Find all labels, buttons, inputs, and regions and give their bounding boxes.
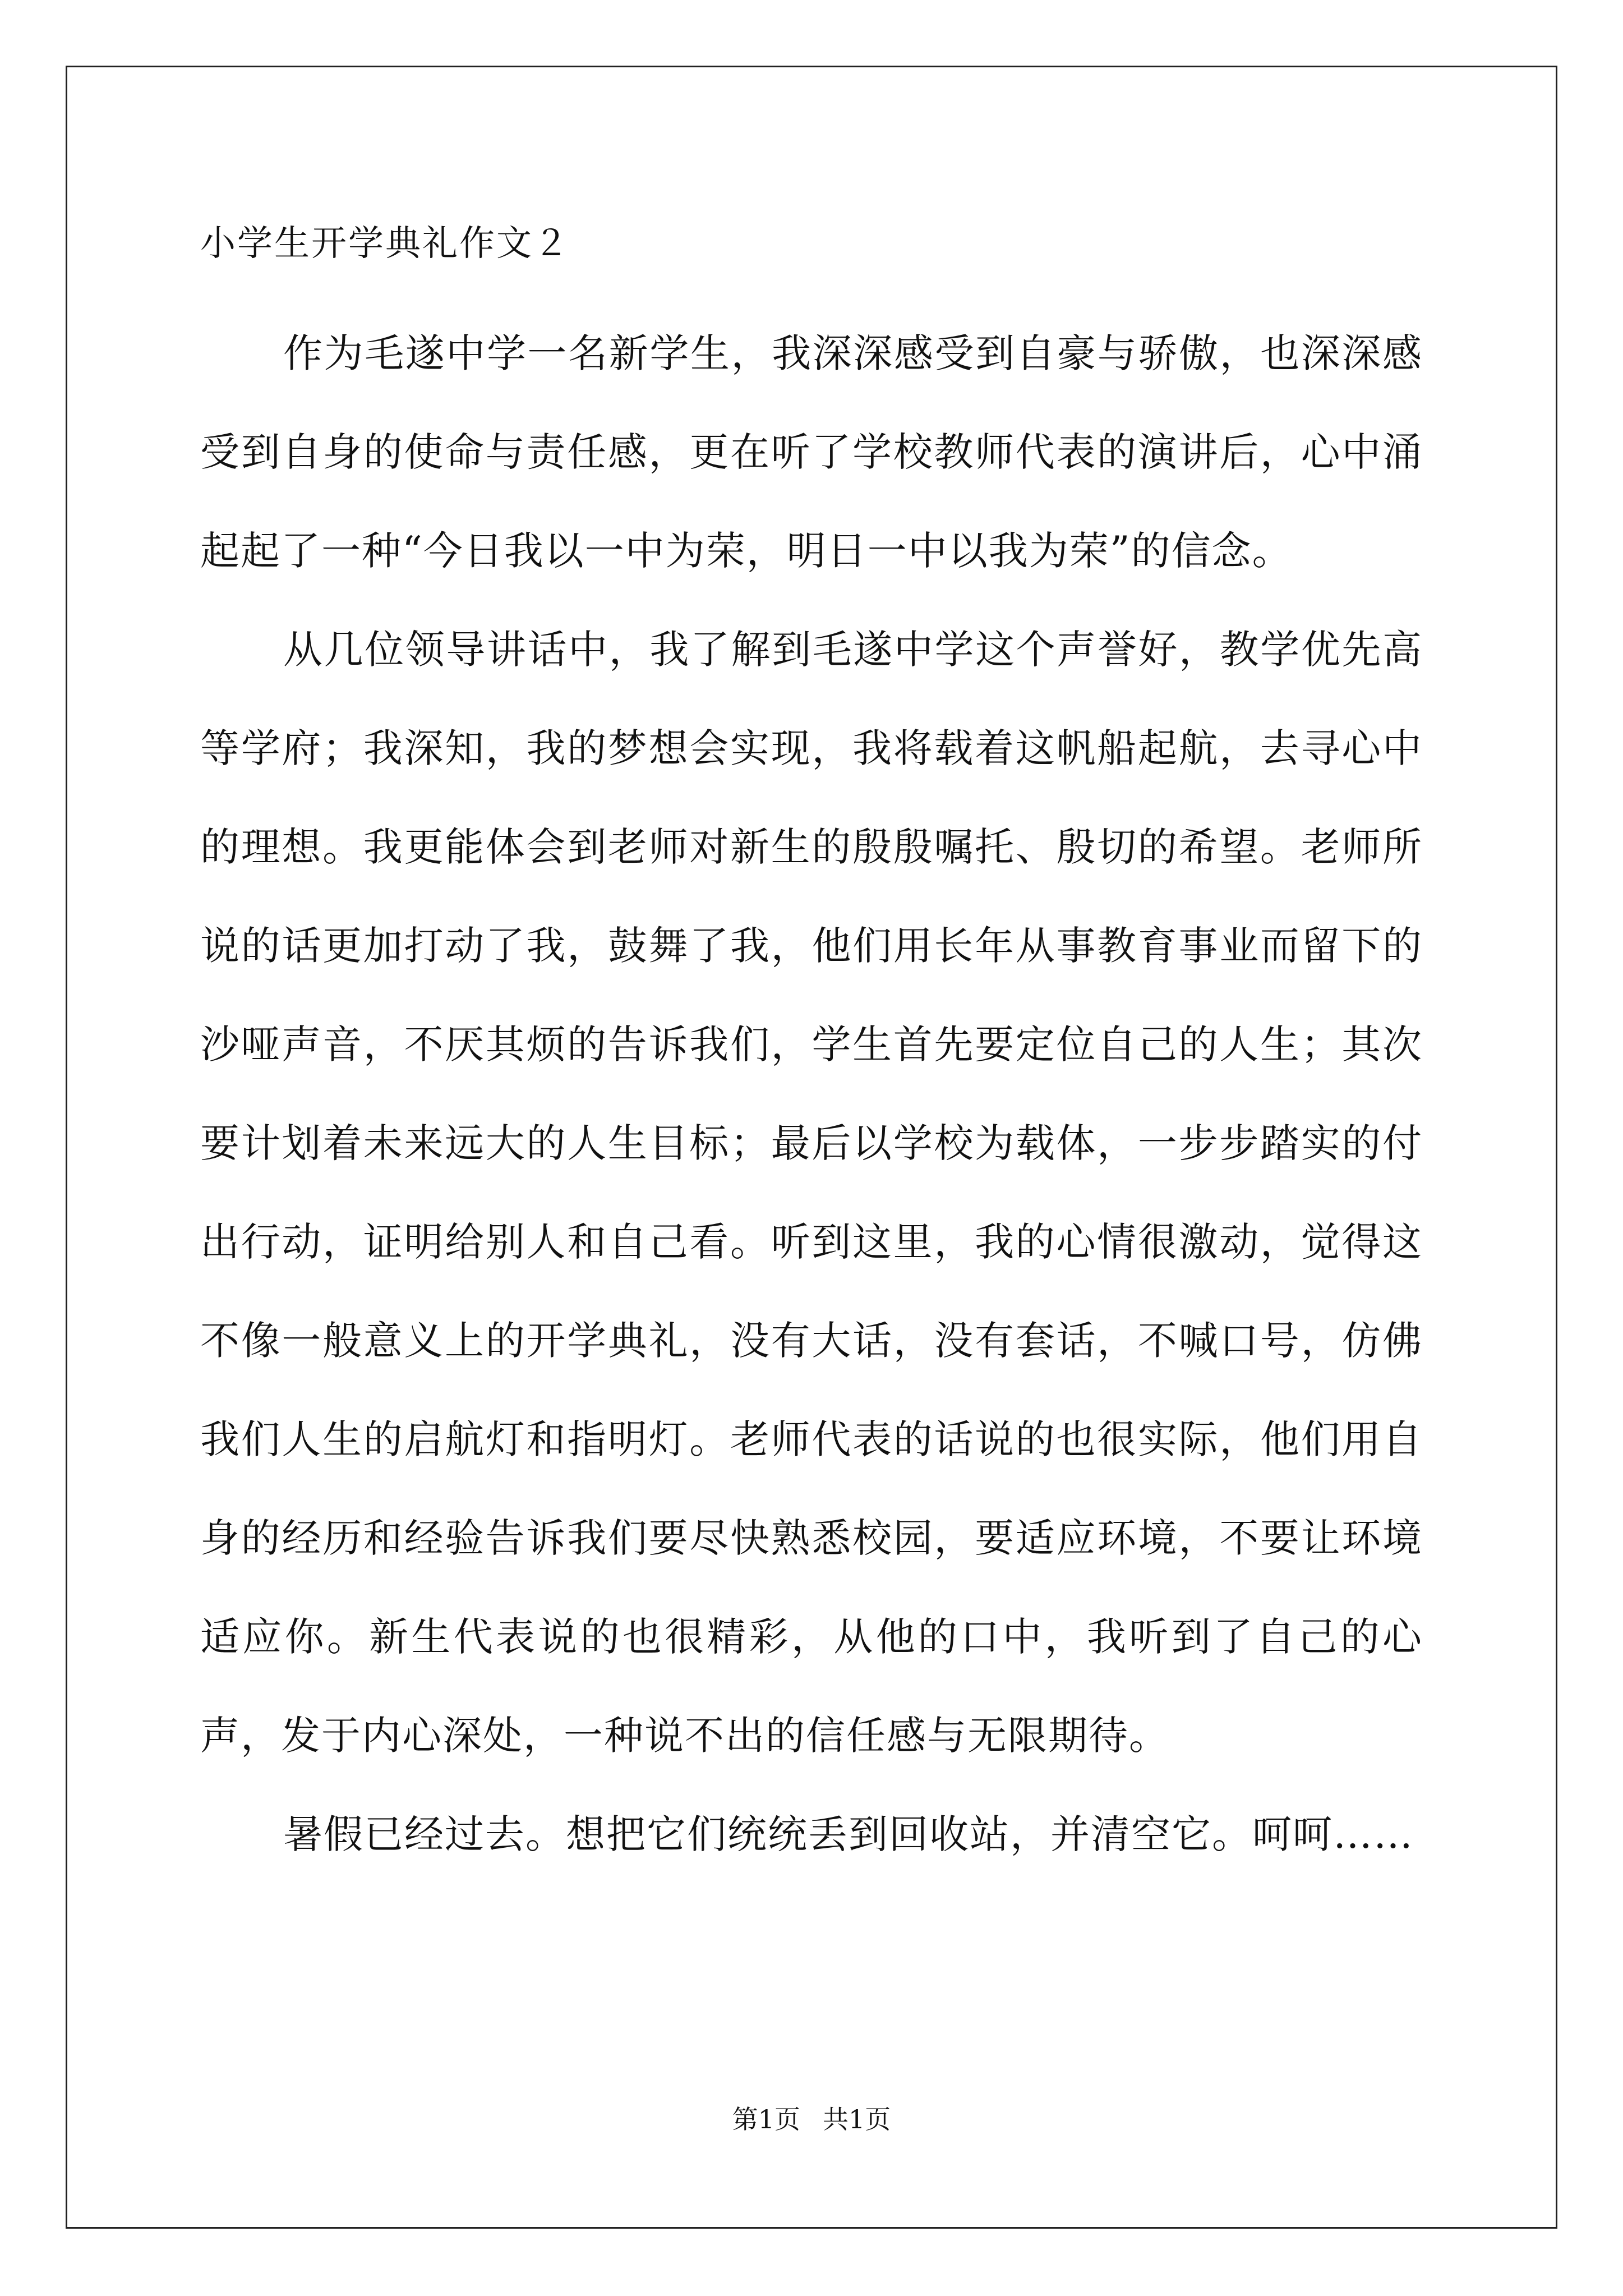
page-footer (0, 2104, 1623, 2135)
paragraph: 暑假已经过去。想把它们统统丢到回收站，并清空它。呵呵…… (283, 1811, 1414, 1857)
document-title: 小学生开学典礼作文２ (200, 223, 570, 264)
page-number: 第1页 (732, 2104, 800, 2134)
document-body (200, 223, 1423, 1884)
paragraph: 从几位领导讲话中，我了解到毛遂中学这个声誉好，教学优先高等学府；我深知，我的梦想会实现，我将载着这帆船起航，去寻心中的理想。我更能体会到老师对新生的殷殷嘱托、殷切的希望。老师所说的话更加打动了我，鼓舞了我，他们用长年从事教育事业而留下的沙哑声音，不厌其烦的告诉我们，学生首先要定位自己的人生；其次要计划着未来远大的人生目标；最后以学校为载体，一步步踏实的付出行动，证明给别人和自己看。听到这里，我的心情很激动，觉得这不像一般意义上的开学典礼，没有大话，没有套话，不喊口号，仿佛我们人生的启航灯和指明灯。老师代表的话说的也很实际，他们用自身的经历和经验告诉我们要尽快熟悉校园，要适应环境，不要让环境适应你。新生代表说的也很精彩，从他的口中，我听到了自己的心声，发于内心深处，一种说不出的信任感与无限期待。 (200, 627, 1423, 1759)
page-total: 共1页 (823, 2104, 891, 2134)
paragraph: 作为毛遂中学一名新学生，我深深感受到自豪与骄傲，也深深感受到自身的使命与责任感，更在听了学校教师代表的演讲后，心中涌起起了一种“今日我以一中为荣，明日一中以我为荣”的信念。 (200, 330, 1423, 574)
